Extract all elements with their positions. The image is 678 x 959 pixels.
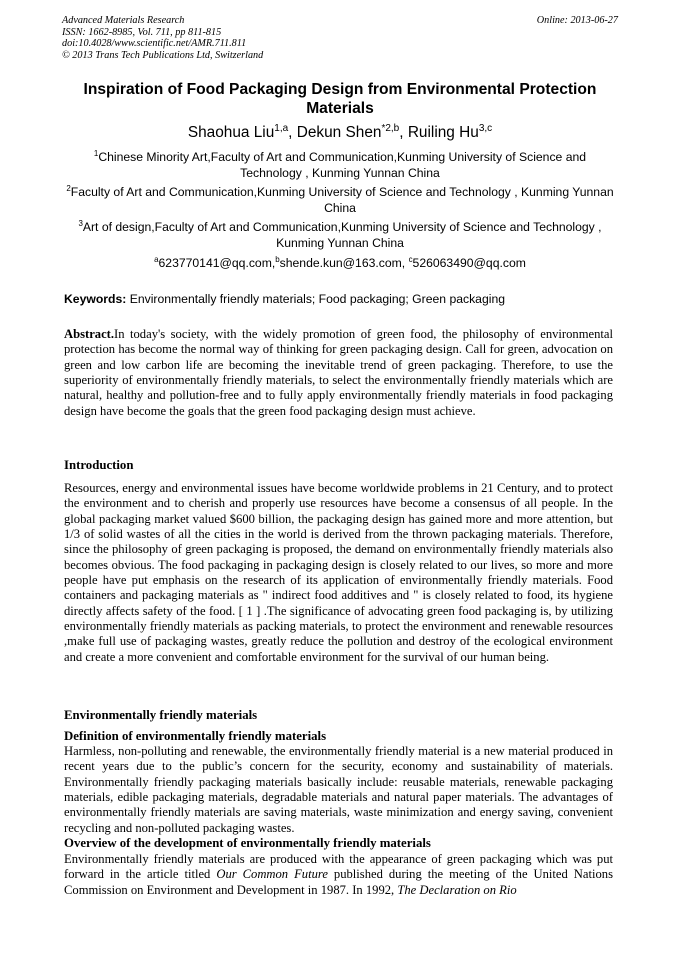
affiliation-text: Art of design,Faculty of Art and Communication,Kunming University of Science and Technology , Kunming Yunnan China [82, 220, 602, 250]
affiliation-text: Chinese Minority Art,Faculty of Art and Communication,Kunming University of Science and Technology , Kunming Yunnan China [98, 150, 587, 180]
email-list [62, 256, 618, 272]
email: shende.kun@163.com, [279, 256, 409, 270]
author-name: Ruiling Hu [407, 124, 479, 141]
keywords [64, 292, 620, 307]
section-heading-introduction: Introduction [64, 458, 134, 472]
doi-line: doi:10.4028/www.scientific.net/AMR.711.811 [62, 38, 247, 50]
affiliation [62, 185, 618, 216]
online-date: Online: 2013-06-27 [536, 15, 618, 26]
author-name: Dekun Shen [296, 124, 382, 141]
author-superscript: *2,b [381, 122, 400, 134]
affiliation-superscript: 3 [78, 218, 83, 228]
issn-line: ISSN: 1662-8985, Vol. 711, pp 811-815 [62, 26, 222, 38]
affiliation-text: Faculty of Art and Communication,Kunming University of Science and Technology , Kunming Yunnan China [70, 185, 614, 215]
keywords-label: Keywords: [64, 292, 127, 306]
overview-paragraph [64, 852, 613, 898]
overview-text: Environmentally friendly materials are produced with the appearance of green packaging which was put forward in the article titled [64, 852, 613, 882]
email-superscript: a [154, 254, 159, 264]
definition-paragraph: Harmless, non-polluting and renewable, the environmentally friendly material is a new material produced in recent years due to the public’s concern for the security, economy and sustainability of materials. Environmentally friendly packaging materials basically include: reusable materials, renewable packaging materials, edible packaging materials, degradable materials and natural paper materials. The advantages of environmentally friendly materials are saving materials, waste minimization and energy saving, convenient recycling and non-polluted packaging wastes. [64, 744, 613, 835]
keywords-text: Environmentally friendly materials; Food packaging; Green packaging [129, 292, 506, 306]
author-superscript: 3,c [478, 122, 493, 134]
affiliation-superscript: 2 [66, 183, 71, 193]
journal-name: Advanced Materials Research [62, 15, 185, 26]
email-superscript: c [408, 254, 413, 264]
abstract-text: In today's society, with the widely promotion of green food, the philosophy of environmental protection has become the normal way of thinking for green packaging design. Call for green, advocation on green and low carbon life are becoming the inevitable trend of green packaging. Therefore, to use the superiority of environmentally friendly materials, to select the environmentally friendly materials which are natural, healthy and pollution-free and to fully apply environmentally friendly materials in food packaging design have become the goals that the green food packaging design must achieve. [64, 327, 613, 418]
affiliation [62, 150, 618, 181]
introduction-paragraph: Resources, energy and environmental issues have become worldwide problems in 21 Century, and to protect the environment and to cherish and properly use resources have become a consensus of all people. In the global packaging market valued $600 billion, the packaging design has gained more and more attention, but 1/3 of solid wastes of all the cities in the world is derived from the thrown packaging materials. Therefore, since the philosophy of green packaging is proposed, the demand on environmentally friendly materials also becomes obvious. The food packaging in packaging design is closely related to our lives, so more and more people have put emphasis on the research of its application of environmentally friendly materials. Food containers and packaging materials as " indirect food additives and " is closely related to food, its hygiene directly affects safety of the food. [ 1 ] .The significance of advocating green food packaging is, by utilizing environmentally friendly materials as packing materials, to protect the environment and renewable resources ,make full use of packaging wastes, greatly reduce the pollution and destroy of the ecological environment and create a more convenient and comfortable environment for the survival of our human being. [64, 481, 613, 664]
subsection-heading-overview: Overview of the development of environmentally friendly materials [64, 836, 431, 850]
abstract-label: Abstract. [64, 327, 115, 341]
section-heading-materials: Environmentally friendly materials [64, 708, 258, 722]
copyright-line: © 2013 Trans Tech Publications Ltd, Switzerland [62, 49, 264, 61]
email: 623770141@qq.com, [158, 256, 276, 270]
author-list: Shaohua Liu$^{1,a}$, Dekun Shen$^{*2,b}$, Ruiling Hu$^{3,c}$ [187, 122, 493, 141]
overview-text: published during the meeting of the United Nations Commission on Environment and Development in 1987. In 1992, [64, 867, 613, 897]
overview-italic-title: The Declaration on Rio [397, 882, 517, 897]
paper-title: Inspiration of Food Packaging Design from Environmental Protection Materials [83, 81, 597, 117]
overview-italic-title: Our Common Future [216, 867, 328, 882]
abstract [64, 327, 613, 419]
journal-header [62, 15, 618, 61]
subsection-heading-definition: Definition of environmentally friendly materials [64, 729, 327, 743]
email: 526063490@qq.com [412, 256, 526, 270]
affiliation-superscript: 1 [93, 148, 99, 158]
affiliation [62, 220, 618, 251]
author-name: Shaohua Liu [187, 124, 275, 141]
author-superscript: 1,a [274, 122, 289, 134]
email-superscript: b [275, 254, 280, 264]
